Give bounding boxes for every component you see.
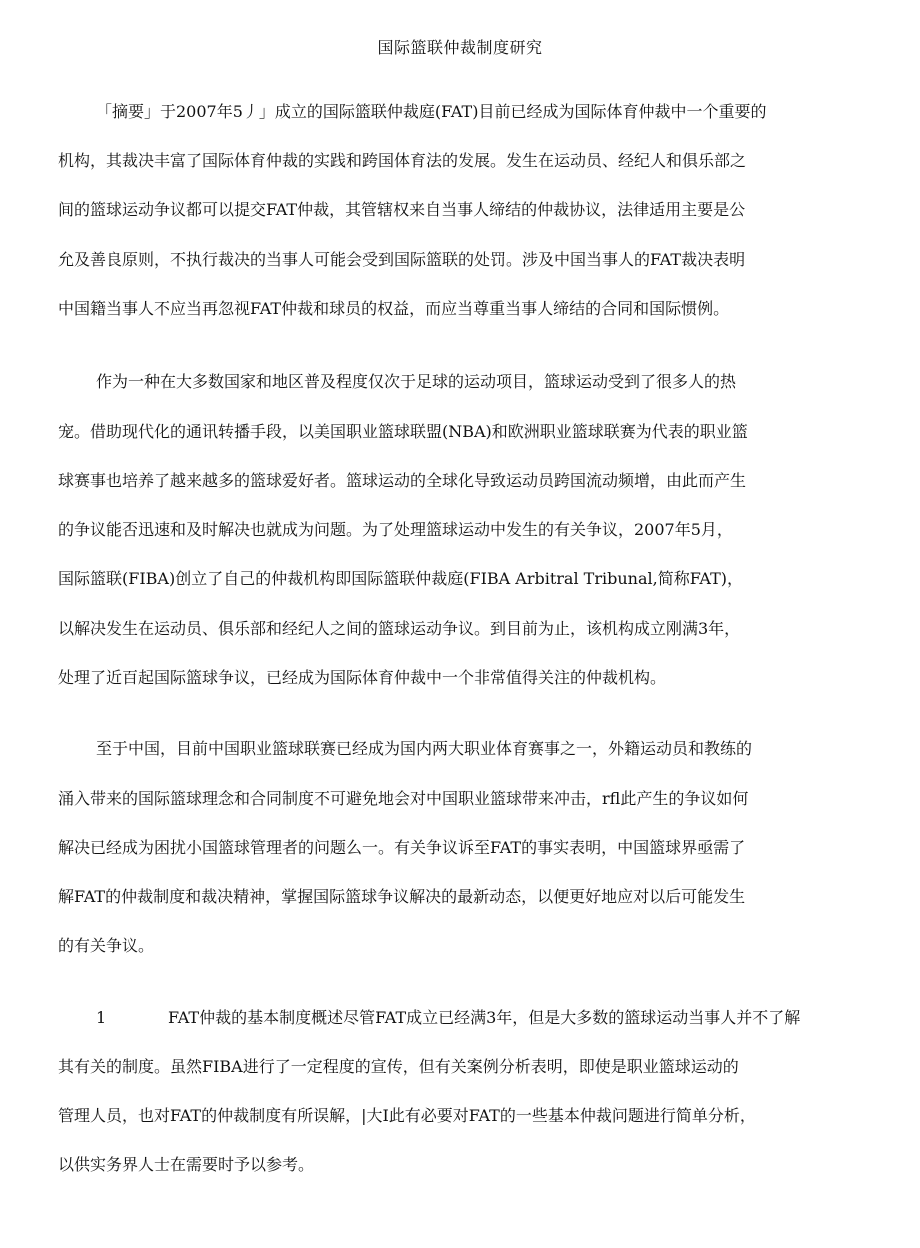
paragraph-line: 解FAT的仲裁制度和裁决精神，掌握国际篮球争议解决的最新动态，以便更好地应对以后可能发生 [58,887,746,906]
paragraph-line: 「摘要」于2007年5丿」成立的国际篮联仲裁庭(FAT)目前已经成为国际体育仲裁中一个重要的 [96,102,767,121]
section-number: 1 [96,1008,107,1027]
paragraph-line: 宠。借助现代化的通讯转播手段，以美国职业篮球联盟(NBA)和欧洲职业篮球联赛为代表的职业篮 [58,422,748,441]
paragraph-line: 处理了近百起国际篮球争议，已经成为国际体育仲裁中一个非常值得关注的仲裁机构。 [58,668,667,687]
paragraph-line: 中国籍当事人不应当再忽视FAT仲裁和球员的权益，而应当尊重当事人缔结的合同和国际惯例。 [58,299,730,318]
paragraph-line: 管理人员，也对FAT的仲裁制度有所误解，|大I此有必要对FAT的一些基本仲裁问题进行简单分析， [58,1106,756,1125]
paragraph-line: 国际篮联(FIBA)创立了自己的仲裁机构即国际篮联仲裁庭(FIBA Arbitral Tribunal,简称FAT)， [58,569,744,588]
paragraph-line: 的有关争议。 [58,936,155,955]
paragraph-line: 解决已经成为困扰小国篮球管理者的问题么一。有关争议诉至FAT的事实表明，中国篮球界亟需了 [58,838,746,857]
paragraph-line: 允及善良原则，不执行裁决的当事人可能会受到国际篮联的处罚。涉及中国当事人的FAT裁决表明 [58,250,746,269]
paragraph-line: 的争议能否迅速和及时解决也就成为问题。为了处理篮球运动中发生的有关争议，2007年5月， [58,520,733,539]
paragraph-line: 间的篮球运动争议都可以提交FAT仲裁，其管辖权来自当事人缔结的仲裁协议，法律适用主要是公 [58,200,746,219]
paragraph-line: 以解决发生在运动员、俱乐部和经纪人之间的篮球运动争议。到目前为止，该机构成立刚满3年， [58,619,741,638]
paragraph-line: 机构，其裁决丰富了国际体育仲裁的实践和跨国体育法的发展。发生在运动员、经纪人和俱乐部之 [58,151,747,170]
page-title: 国际篮联仲裁制度研究 [377,38,543,57]
paragraph-line: 作为一种在大多数国家和地区普及程度仅次于足球的运动项目，篮球运动受到了很多人的热 [96,372,737,391]
paragraph-line: 球赛事也培养了越来越多的篮球爱好者。篮球运动的全球化导致运动员跨国流动频增，由此而产生 [58,471,747,490]
paragraph-line: 至于中国，目前中国职业篮球联赛已经成为国内两大职业体育赛事之一，外籍运动员和教练的 [96,739,753,758]
paragraph-line: FAT仲裁的基本制度概述尽管FAT成立已经满3年，但是大多数的篮球运动当事人并不了解 [168,1008,801,1027]
paragraph-line: 其有关的制度。虽然FIBA进行了一定程度的宣传，但有关案例分析表明，即使是职业篮球运动的 [58,1057,739,1076]
paragraph-line: 以供实务界人士在需要时予以参考。 [58,1155,315,1174]
paragraph-line: 涌入带来的国际篮球理念和合同制度不可避免地会对中国职业篮球带来冲击，rfl此产生的争议如何 [58,789,749,808]
